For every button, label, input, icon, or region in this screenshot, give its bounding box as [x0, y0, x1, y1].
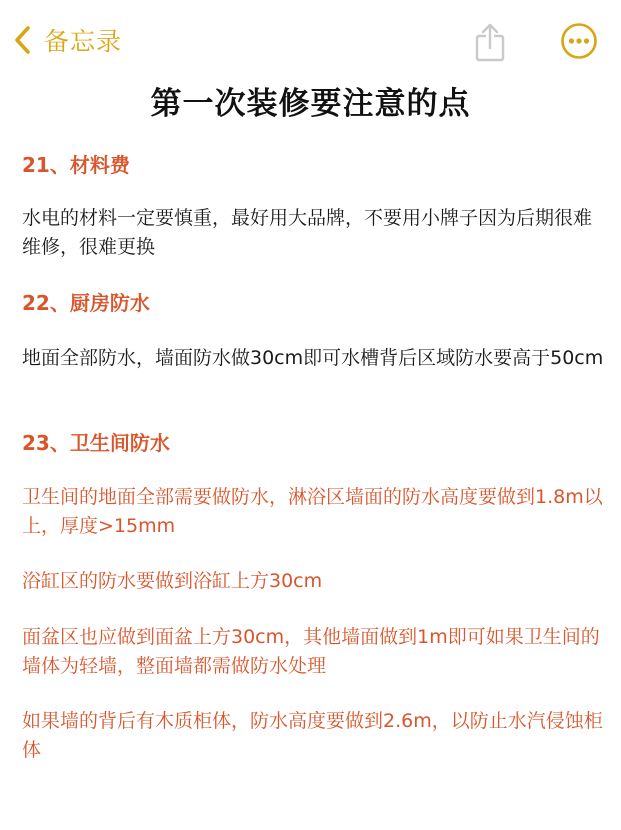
section-heading-materials: 21、材料费 [22, 153, 130, 177]
section-heading-bathroom-waterproofing: 23、卫生间防水 [22, 431, 170, 455]
section-heading-kitchen-waterproofing: 22、厨房防水 [22, 291, 150, 315]
chevron-left-icon [10, 23, 36, 57]
back-label: 备忘录 [44, 27, 123, 56]
section-paragraph: 面盆区也应做到面盆上方30cm，其他墙面做到1m即可如果卫生间的墙体为轻墙，整面墙都需做防水处理 [22, 626, 600, 677]
more-icon[interactable] [560, 22, 598, 60]
navigation-bar [0, 0, 621, 80]
section-paragraph: 卫生间的地面全部需要做防水，淋浴区墙面的防水高度要做到1.8m以上，厚度>15mm [22, 486, 603, 537]
note-title: 第一次装修要注意的点 [150, 86, 471, 122]
back-button[interactable] [10, 22, 122, 58]
section-paragraph: 浴缸区的防水要做到浴缸上方30cm [22, 570, 323, 592]
share-icon[interactable] [470, 22, 510, 62]
section-paragraph: 水电的材料一定要慎重，最好用大品牌，不要用小牌子因为后期很难维修，很难更换 [22, 207, 593, 258]
section-paragraph: 如果墙的背后有木质柜体，防水高度要做到2.6m，以防止水汽侵蚀柜体 [22, 710, 603, 761]
section-paragraph: 地面全部防水，墙面防水做30cm即可水槽背后区域防水要高于50cm [22, 347, 604, 369]
